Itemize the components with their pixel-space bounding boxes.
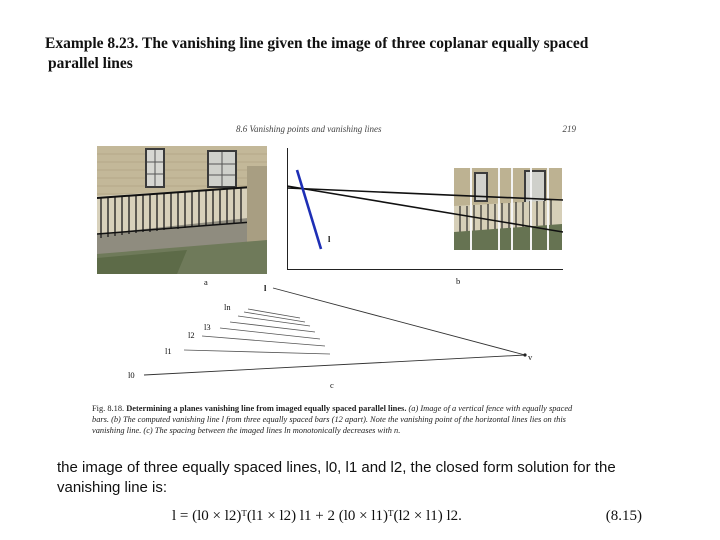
- panel-b-label: b: [456, 276, 461, 286]
- title-line-1: Example 8.23. The vanishing line given the image of three coplanar equally spaced: [45, 35, 589, 52]
- panel-c-v-label: v: [528, 352, 533, 362]
- page-header-number: 219: [562, 124, 576, 134]
- panel-b-lines: [287, 148, 563, 270]
- fence-photo-a: [97, 146, 267, 274]
- caption-title: Determining a planes vanishing line from imaged equally spaced parallel lines.: [126, 404, 407, 413]
- slide-title: [45, 34, 685, 74]
- panel-b-line-label: l: [328, 234, 331, 244]
- panel-c-vanishing-line-label: l: [264, 283, 267, 293]
- figure-caption: [92, 403, 584, 437]
- panel-c-ln-label: ln: [224, 302, 231, 312]
- panel-c-l0-label: l0: [128, 370, 135, 380]
- caption-body: (a) Image of a vertical fence with equally spaced bars. (b) The computed vanishing line l from three equally spaced bars (12 apart). Note the vanishing point of the horizontal lines lies on this vanishing line. (c) The spacing between the imaged lines ln monotonically decreases with n.: [92, 404, 573, 436]
- title-line-2: parallel lines: [48, 55, 133, 72]
- equation-expression: l = (l0 × l2)ᵀ(l1 × l2) l1 + 2 (l0 × l1)ᵀ(l2 × l1) l2.: [172, 508, 462, 524]
- body-text: the image of three equally spaced lines, l0, l1 and l2, the closed form solution for the vanishing line is:: [57, 459, 616, 496]
- caption-figure-number: Fig. 8.18.: [92, 404, 125, 413]
- book-page-header: [236, 124, 576, 134]
- panel-c-l2-label: l2: [188, 330, 195, 340]
- panel-c-l1-label: l1: [165, 346, 172, 356]
- panel-c-label: c: [330, 380, 334, 390]
- equation-number: (8.15): [605, 508, 642, 524]
- panel-c-diagram: [120, 280, 540, 380]
- panel-c-l3-label: l3: [204, 322, 211, 332]
- equation-8-15: [172, 508, 642, 525]
- panel-a-label: a: [204, 277, 208, 287]
- page-header-section: 8.6 Vanishing points and vanishing lines: [236, 124, 382, 134]
